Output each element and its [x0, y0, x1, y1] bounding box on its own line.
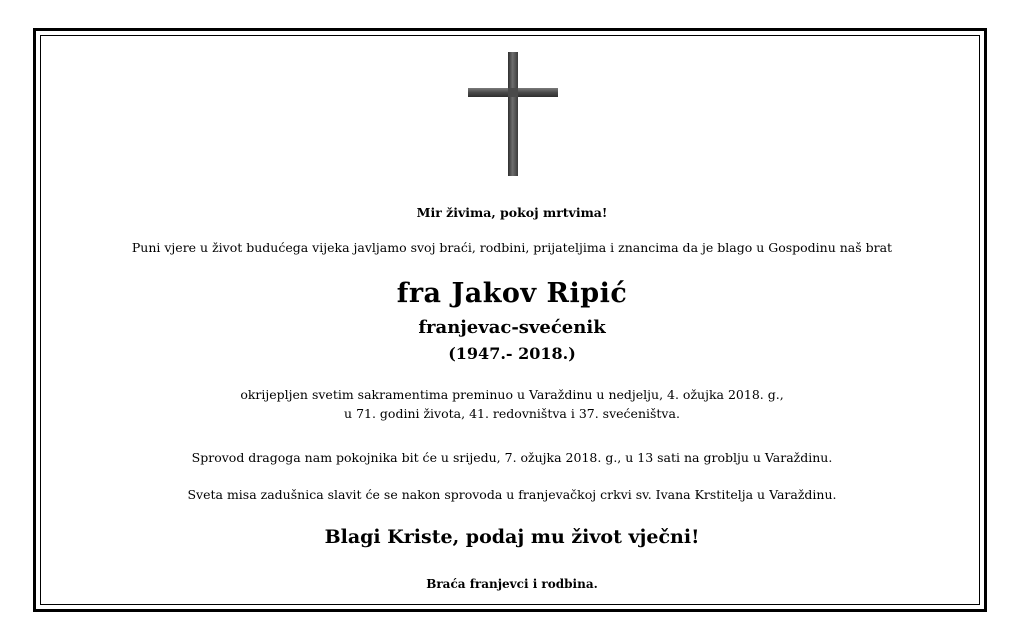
death-details-line1: okrijepljen svetim sakramentima preminuo u Varaždinu u nedjelju, 4. ožujka 2018. g., — [240, 387, 784, 402]
life-years: (1947.- 2018.) — [448, 344, 576, 363]
signature: Braća franjevci i rodbina. — [426, 577, 598, 591]
motto: Mir živima, pokoj mrtvima! — [416, 205, 608, 220]
funeral-info: Sprovod dragoga nam pokojnika bit će u srijedu, 7. ožujka 2018. g., u 13 sati na groblju u Varaždinu. — [191, 450, 833, 465]
deceased-name: fra Jakov Ripić — [396, 278, 628, 309]
deceased-role: franjevac-svećenik — [418, 317, 606, 338]
cross-icon — [468, 52, 558, 176]
death-details-line2: u 71. godini života, 41. redovništva i 37. svećeništva. — [344, 406, 680, 421]
announcement-intro: Puni vjere u život budućega vijeka javljamo svoj braći, rodbini, prijateljima i znancima da je blago u Gospodinu naš brat — [131, 240, 893, 255]
requiem-mass-info: Sveta misa zadušnica slavit će se nakon sprovoda u franjevačkoj crkvi sv. Ivana Krstitelja u Varaždinu. — [187, 487, 837, 502]
closing-prayer: Blagi Kriste, podaj mu život vječni! — [324, 526, 700, 548]
